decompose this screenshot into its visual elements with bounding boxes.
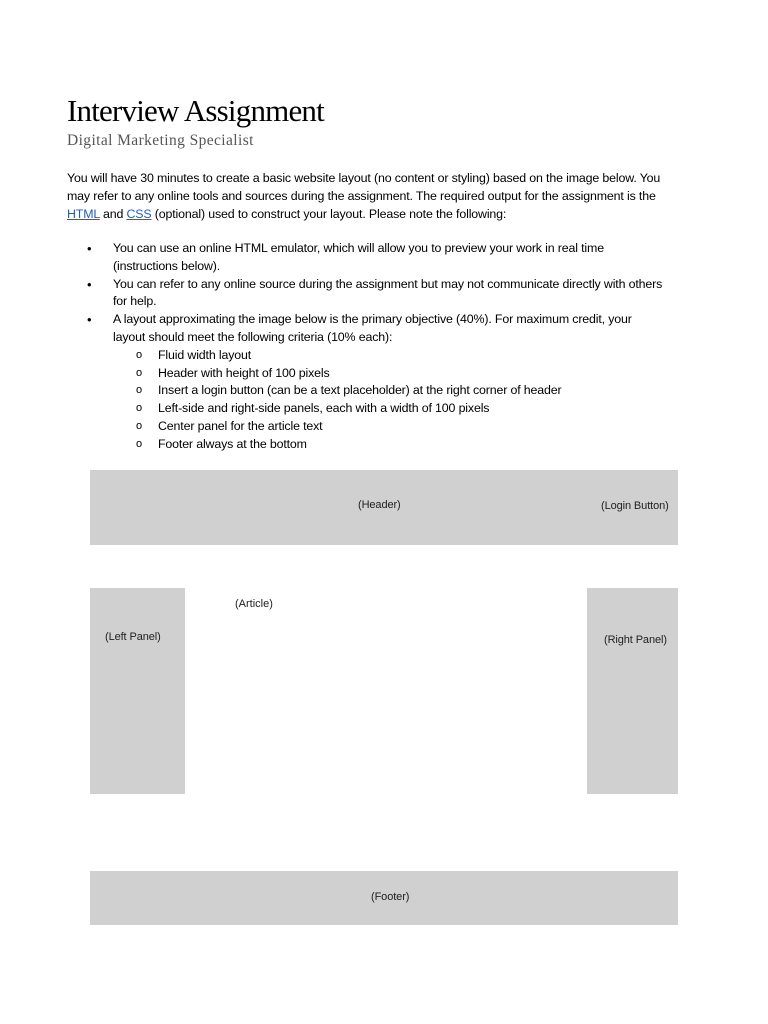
circle-bullet-icon: o: [136, 366, 142, 379]
bullet-2-line-1: You can refer to any online source during the assignment but may not communicate directly with others: [113, 276, 663, 291]
list-item: [67, 276, 707, 312]
bullet-2-line-2: for help.: [113, 294, 157, 309]
intro-paragraph: [67, 169, 707, 223]
intro-line-3-rest: (optional) used to construct your layout. Please note the following:: [151, 207, 507, 221]
bullet-icon: •: [87, 312, 92, 328]
diagram-footer-block: [90, 871, 678, 925]
criteria-text: Footer always at the bottom: [158, 436, 307, 451]
header-label: (Header): [358, 499, 401, 511]
page-title: Interview Assignment: [67, 93, 324, 128]
bullet-1-line-2: (instructions below).: [113, 258, 221, 273]
right-panel-label: (Right Panel): [604, 634, 667, 646]
criteria-text: Center panel for the article text: [158, 418, 323, 433]
instructions-list: [67, 240, 707, 454]
circle-bullet-icon: o: [136, 437, 142, 450]
bullet-3-line-2: layout should meet the following criteria (10% each):: [113, 329, 393, 344]
intro-and-text: and: [99, 207, 127, 221]
diagram-left-panel: [90, 588, 185, 794]
criteria-text: Insert a login button (can be a text placeholder) at the right corner of header: [158, 383, 562, 398]
page-subtitle: Digital Marketing Specialist: [67, 132, 254, 149]
list-item: [67, 240, 707, 276]
footer-label: (Footer): [371, 891, 410, 903]
criteria-item: [67, 436, 707, 454]
bullet-1-line-1: You can use an online HTML emulator, which will allow you to preview your work in real time: [113, 241, 604, 255]
circle-bullet-icon: o: [136, 348, 142, 361]
criteria-text: Left-side and right-side panels, each with a width of 100 pixels: [158, 401, 490, 416]
criteria-text: Header with height of 100 pixels: [158, 365, 330, 380]
login-button-label: (Login Button): [601, 500, 669, 512]
bullet-3-line-1: A layout approximating the image below is the primary objective (40%). For maximum credit, your: [113, 312, 632, 327]
html-link[interactable]: HTML: [67, 207, 100, 221]
intro-line-2: may refer to any online tools and sources during the assignment. The required output for the assignment is the: [67, 189, 656, 203]
list-item: [67, 311, 707, 347]
left-panel-label: (Left Panel): [105, 631, 161, 643]
criteria-item: [67, 382, 707, 400]
css-link[interactable]: CSS: [126, 207, 152, 221]
criteria-item: [67, 347, 707, 365]
intro-line-1: You will have 30 minutes to create a basic website layout (no content or styling) based on the image below. You: [67, 171, 661, 185]
circle-bullet-icon: o: [136, 419, 142, 432]
bullet-icon: •: [87, 241, 92, 256]
circle-bullet-icon: o: [136, 402, 142, 415]
circle-bullet-icon: o: [136, 384, 142, 397]
bullet-icon: •: [87, 276, 92, 292]
diagram-right-panel: [587, 588, 678, 794]
intro-line-3: [67, 205, 707, 223]
criteria-item: [67, 418, 707, 436]
criteria-item: [67, 365, 707, 383]
article-label: (Article): [235, 598, 273, 610]
diagram-header-block: [90, 470, 678, 545]
criteria-item: [67, 400, 707, 418]
criteria-text: Fluid width layout: [158, 347, 252, 362]
